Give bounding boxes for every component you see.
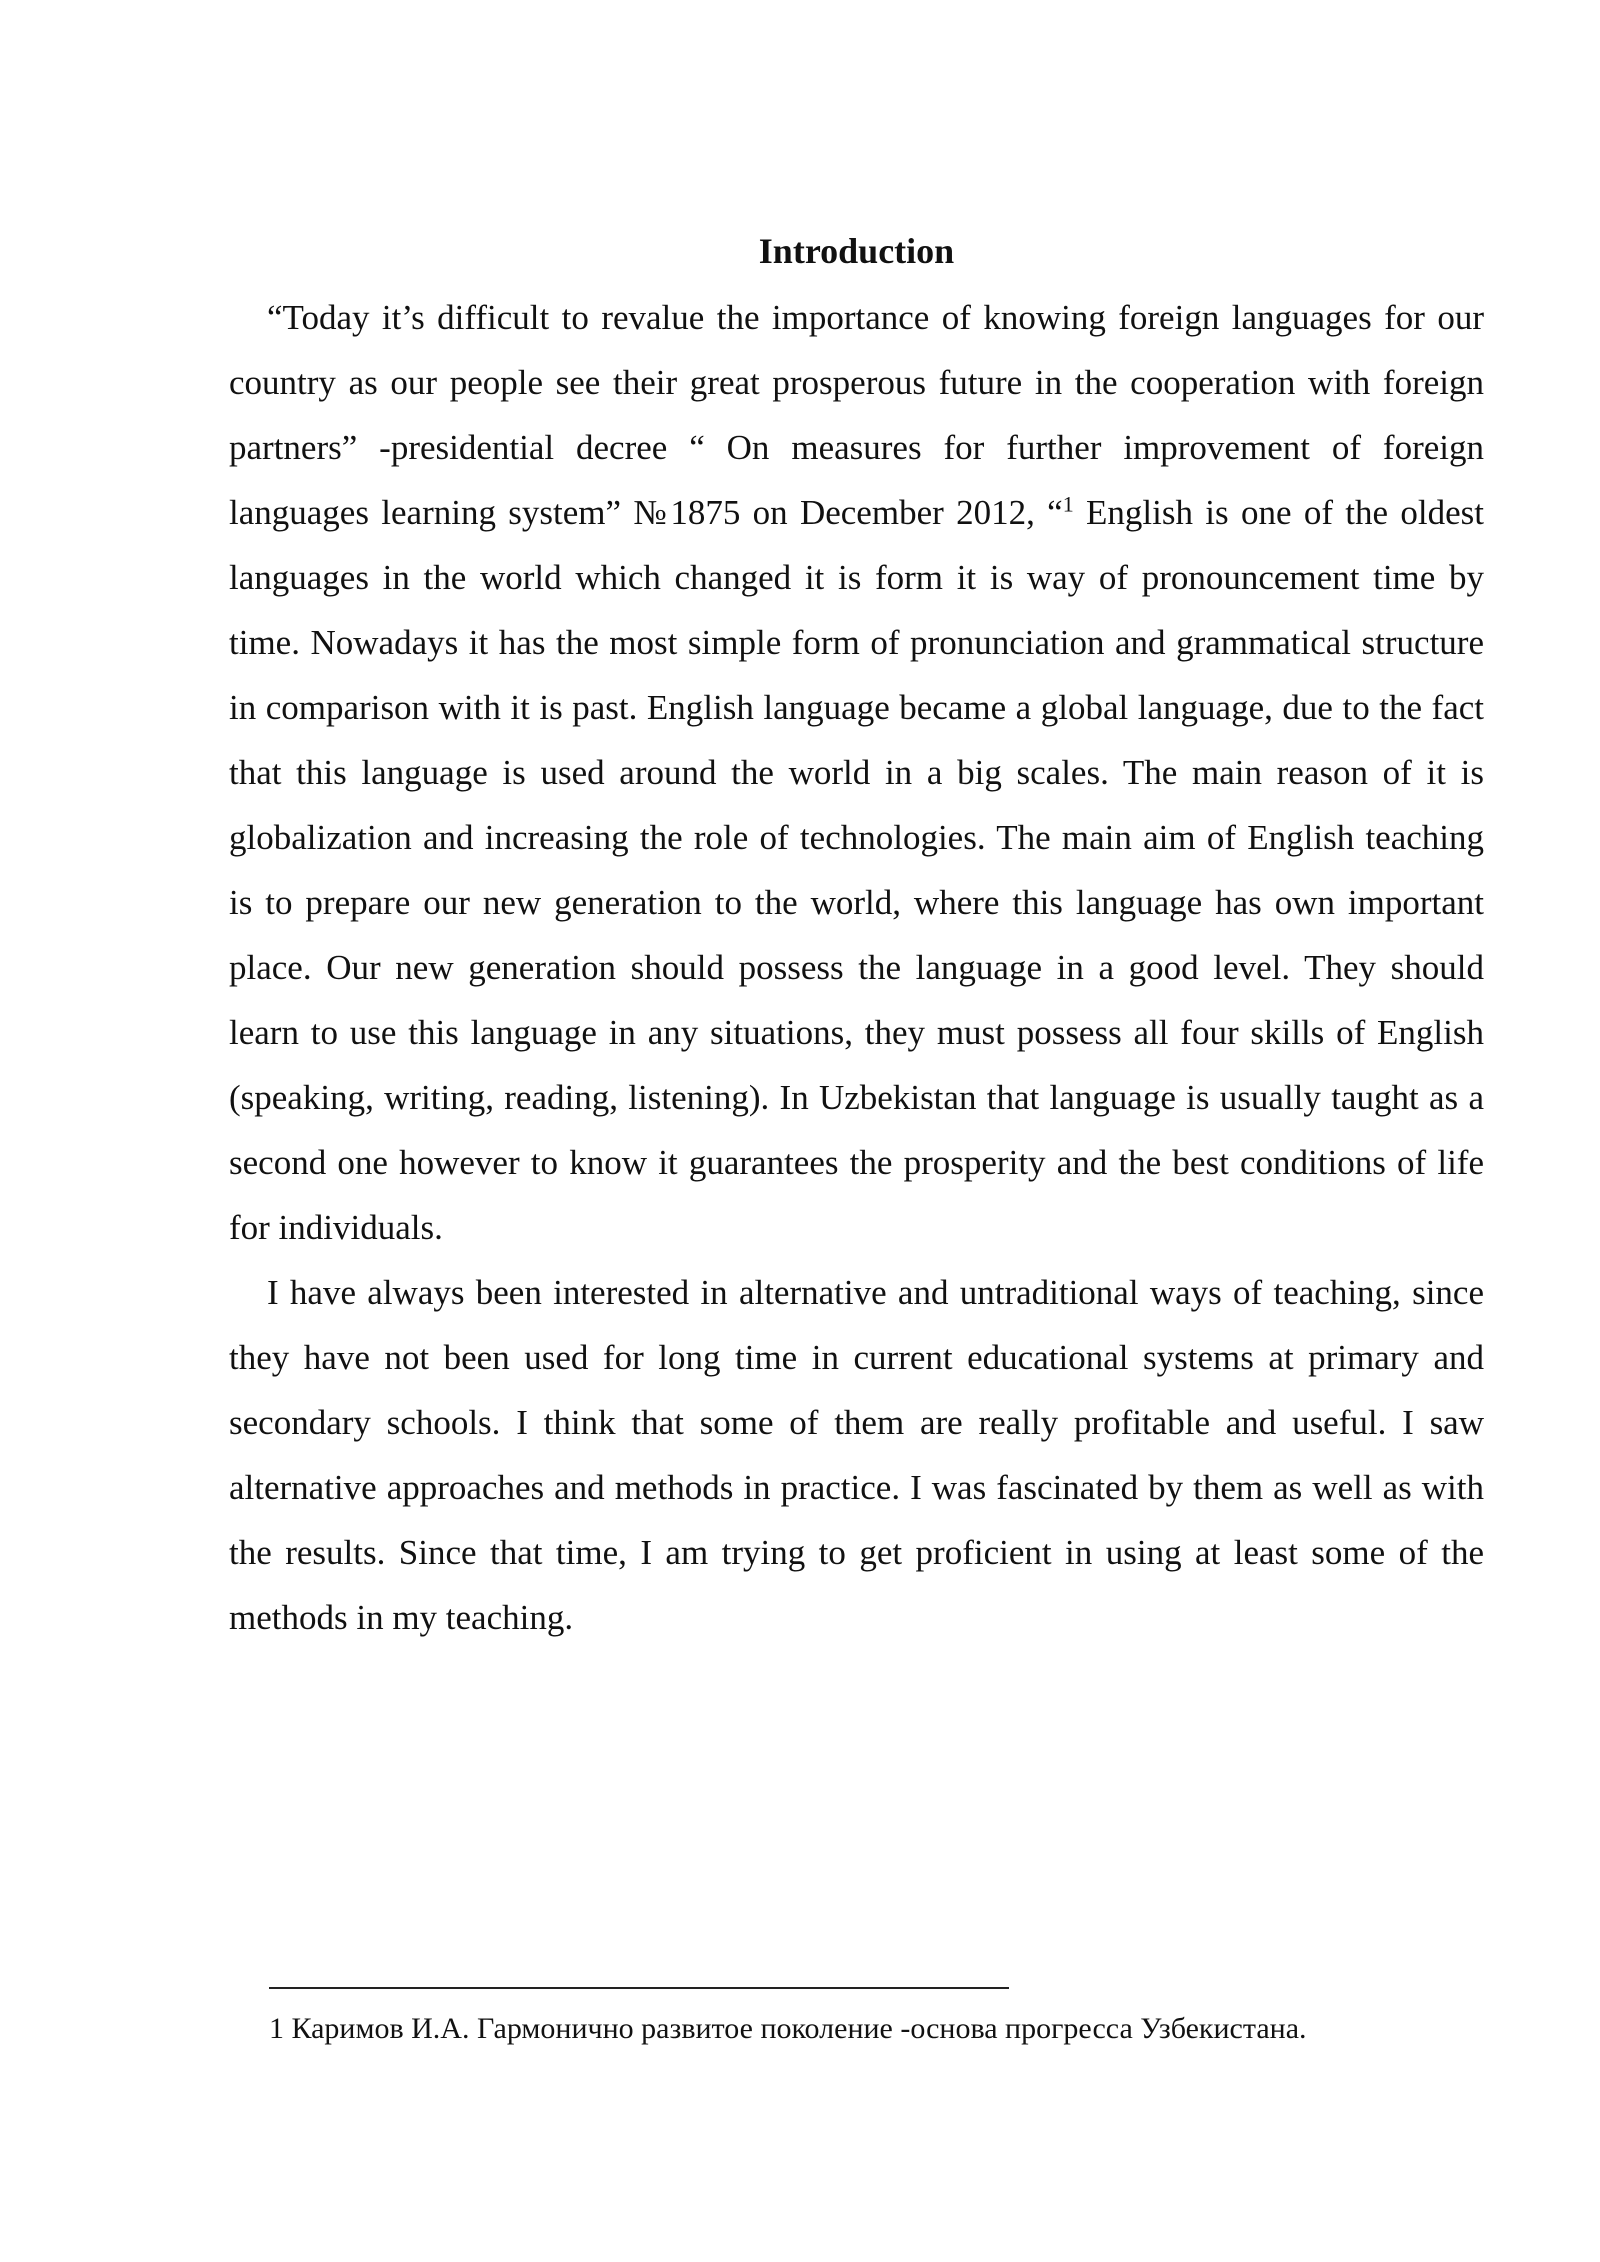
paragraph-1 <box>229 285 1484 1260</box>
paragraph-1-text-before-ref: “Today it’s difficult to revalue the importance of knowing foreign languages for our country as our people see their great prosperous future in the cooperation with foreign partners” -presidential decree “ On measures for further improvement of foreign languages learning system” №1875 on December 2012, “ <box>229 298 1484 532</box>
footnote-reference-mark[interactable]: 1 <box>1062 491 1074 517</box>
footnote-separator <box>269 1987 1009 1989</box>
paragraph-1-text-after-ref: English is one of the oldest languages in the world which changed it is form it is way of pronouncement time by time. Nowadays it has the most simple form of pronunciation and grammatical structure in comparison with it is past. English language became a global language, due to the fact that this language is used around the world in a big scales. The main reason of it is globalization and increasing the role of technologies. The main aim of English teaching is to prepare our new generation to the world, where this language has own important place. Our new generation should possess the language in a good level. They should learn to use this language in any situations, they must possess all four skills of English (speaking, writing, reading, listening). In Uzbekistan that language is usually taught as a second one however to know it guarantees the prosperity and the best conditions of life for individuals. <box>229 493 1484 1247</box>
paragraph-2: I have always been interested in alternative and untraditional ways of teaching, since they have not been used for long time in current educational systems at primary and secondary schools. I think that some of them are really profitable and useful. I saw alternative approaches and methods in practice. I was fascinated by them as well as with the results. Since that time, I am trying to get proficient in using at least some of the methods in my teaching. <box>229 1273 1484 1637</box>
page-title: Introduction <box>758 231 955 271</box>
page-body <box>229 225 1484 1650</box>
footnote-1: 1 Каримов И.А. Гармонично развитое поколение -основа прогресса Узбекистана. <box>269 2012 1307 2045</box>
